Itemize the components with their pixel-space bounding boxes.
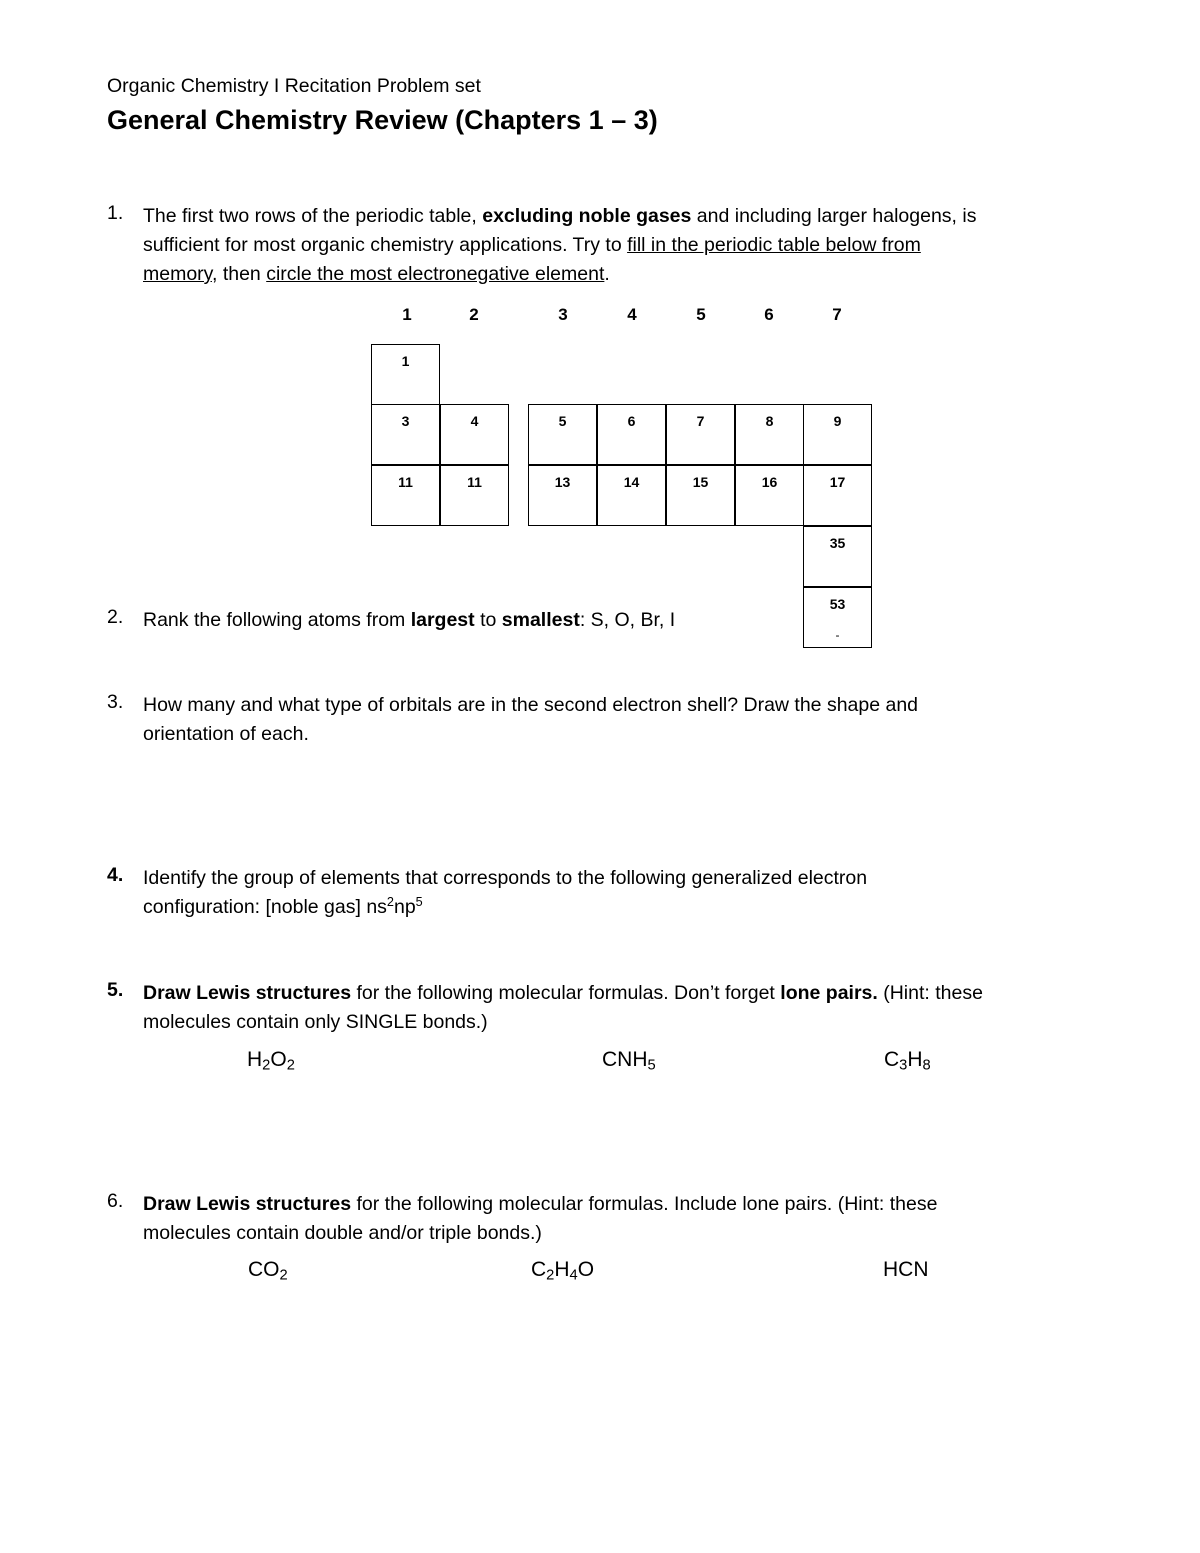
q1-underline-circle: circle the most electronegative element (266, 263, 605, 285)
element-cell (371, 465, 440, 526)
element-cell (597, 465, 666, 526)
atomic-number: 13 (554, 474, 571, 490)
group-header-6: 6 (764, 305, 774, 324)
question-2-number: 2. (107, 606, 124, 628)
q6-text-a: for the following molecular formulas. Include lone pairs. (Hint: these (351, 1193, 938, 1215)
formula-part: H (554, 1258, 570, 1281)
document-title: General Chemistry Review (Chapters 1 – 3) (107, 105, 658, 135)
formula-subscript: 8 (922, 1057, 931, 1074)
question-6-text (143, 1190, 937, 1248)
q6-bold-lewis: Draw Lewis structures (143, 1193, 352, 1215)
q5-text-b: (Hint: these (877, 982, 983, 1004)
atomic-number: 35 (829, 535, 846, 551)
q1-text-d: , then (211, 263, 267, 285)
q4-text-a: configuration: [noble gas] ns (143, 896, 387, 918)
formula-part: C (884, 1048, 900, 1071)
element-cell (666, 465, 735, 526)
q1-bold-excluding: excluding noble gases (482, 205, 692, 227)
atomic-number: 1 (401, 353, 410, 369)
q4-text-b: np (393, 896, 416, 918)
formula-part: H (247, 1048, 263, 1071)
group-header-1: 1 (402, 305, 412, 324)
question-6-number: 6. (107, 1190, 124, 1212)
atomic-number: 7 (696, 413, 705, 429)
element-cell (735, 404, 804, 465)
formula-part: CNH (602, 1048, 648, 1071)
question-5-number: 5. (107, 979, 124, 1001)
element-cell (440, 465, 509, 526)
q4-superscript-1: 2 (386, 895, 394, 910)
element-cell (371, 344, 440, 405)
formula-part: O (577, 1258, 595, 1281)
element-cell (440, 404, 509, 465)
atomic-number: 6 (627, 413, 636, 429)
q1-text-c: sufficient for most organic chemistry applications. Try to (143, 234, 628, 256)
q3-line-1: How many and what type of orbitals are in the second electron shell? Draw the shape and (143, 694, 919, 716)
formula-part: C (531, 1258, 547, 1281)
atomic-number: 11 (467, 474, 482, 490)
q4-line-1: Identify the group of elements that corresponds to the following generalized electron (143, 867, 868, 889)
element-cell (803, 526, 872, 587)
group-header-4: 4 (627, 305, 637, 324)
atomic-number: 5 (558, 413, 567, 429)
formula-subscript: 5 (647, 1057, 656, 1074)
q5-line-2: molecules contain only SINGLE bonds.) (143, 1011, 488, 1033)
formula-subscript: 3 (899, 1057, 908, 1074)
q1-text-e: . (604, 263, 610, 285)
question-5-text (143, 979, 983, 1037)
q2-text-a: Rank the following atoms from (143, 609, 411, 631)
question-3-text (143, 691, 918, 749)
q1-text-b: and including larger halogens, is (691, 205, 977, 227)
question-1-text (143, 202, 976, 289)
element-cell (528, 404, 597, 465)
element-cell (597, 404, 666, 465)
atomic-number: 15 (692, 474, 709, 490)
formula-subscript: 2 (262, 1057, 271, 1074)
formula-subscript: 2 (286, 1057, 295, 1074)
q1-text-a: The first two rows of the periodic table, (143, 205, 483, 227)
atomic-number: 53 (829, 596, 846, 612)
atomic-number: 3 (401, 413, 410, 429)
formula-part: H (907, 1048, 923, 1071)
element-cell (371, 404, 440, 465)
element-cell (803, 465, 872, 526)
group-header-5: 5 (696, 305, 706, 324)
formula-subscript: 2 (546, 1267, 555, 1284)
q6-line-2: molecules contain double and/or triple bonds.) (143, 1222, 542, 1244)
question-3-number: 3. (107, 691, 124, 713)
q5-bold-lewis: Draw Lewis structures (143, 982, 352, 1004)
question-1-number: 1. (107, 202, 124, 224)
document-subtitle: Organic Chemistry I Recitation Problem set (107, 75, 481, 97)
q2-bold-smallest: smallest (501, 609, 580, 631)
element-cell (528, 465, 597, 526)
element-cell (803, 404, 872, 465)
question-4-text (143, 864, 867, 922)
q4-superscript-2: 5 (415, 895, 423, 910)
atomic-number: 4 (470, 413, 479, 429)
atomic-number: 11 (398, 474, 413, 490)
question-2-text (143, 606, 675, 635)
atomic-number: 9 (833, 413, 842, 429)
formula-part: HCN (883, 1258, 929, 1281)
formula-part: O (270, 1048, 287, 1071)
formula-subscript: 2 (279, 1267, 288, 1284)
q2-bold-largest: largest (410, 609, 475, 631)
formula-c3h8 (884, 1048, 931, 1072)
formula-co2 (248, 1258, 288, 1282)
cell-mark: - (835, 628, 840, 642)
atomic-number: 8 (765, 413, 774, 429)
q2-text-b: to (474, 609, 502, 631)
formula-part: CO (248, 1258, 280, 1281)
formula-hcn (883, 1258, 929, 1282)
element-cell (735, 465, 804, 526)
group-header-2: 2 (469, 305, 479, 324)
q2-text-c: : S, O, Br, I (579, 609, 676, 631)
q1-underline-memory: memory (143, 263, 212, 285)
atomic-number: 14 (623, 474, 640, 490)
atomic-number: 16 (761, 474, 778, 490)
element-cell (666, 404, 735, 465)
q5-bold-lone-pairs: lone pairs. (780, 982, 878, 1004)
group-header-7: 7 (832, 305, 842, 324)
question-4-number: 4. (107, 864, 124, 886)
q5-text-a: for the following molecular formulas. Don’t forget (351, 982, 781, 1004)
element-cell (803, 587, 872, 648)
atomic-number: 17 (829, 474, 846, 490)
formula-h2o2 (247, 1048, 295, 1072)
formula-c2h4o (531, 1258, 594, 1282)
formula-cnh5 (602, 1048, 656, 1072)
formula-subscript: 4 (569, 1267, 578, 1284)
group-header-3: 3 (558, 305, 568, 324)
q3-line-2: orientation of each. (143, 723, 309, 745)
q1-underline-fill: fill in the periodic table below from (627, 234, 921, 256)
